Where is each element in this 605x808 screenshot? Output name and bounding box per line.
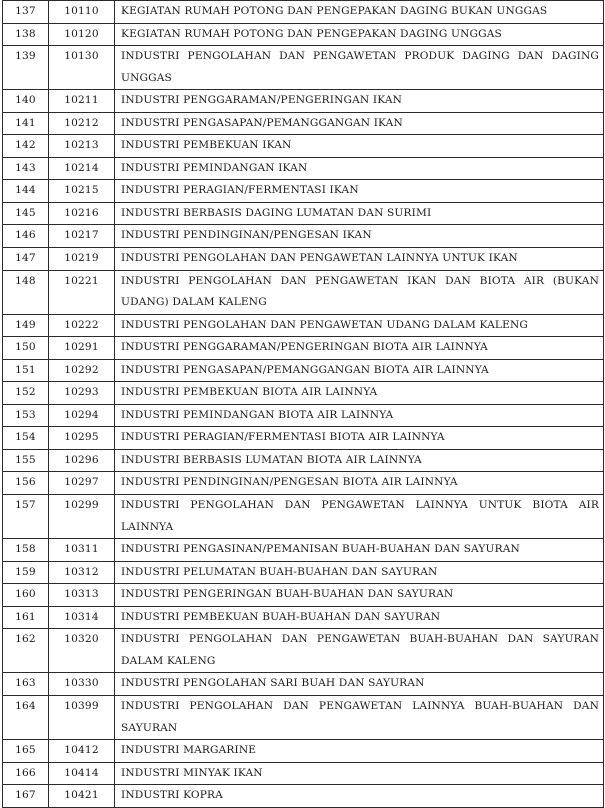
industry-description: INDUSTRI PENDINGINAN/PENGESAN IKAN bbox=[115, 225, 604, 248]
table-row bbox=[3, 1, 604, 24]
table-body bbox=[3, 1, 604, 808]
industry-description: INDUSTRI PELUMATAN BUAH-BUAHAN DAN SAYURAN bbox=[115, 561, 604, 584]
row-number: 140 bbox=[3, 90, 49, 113]
table-row bbox=[3, 495, 604, 539]
industry-description: INDUSTRI PENGOLAHAN DAN PENGAWETAN LAINNYA UNTUK IKAN bbox=[115, 248, 604, 271]
table-row bbox=[3, 404, 604, 427]
kbli-code: 10312 bbox=[49, 561, 115, 584]
kbli-code: 10219 bbox=[49, 248, 115, 271]
table-row bbox=[3, 584, 604, 607]
kbli-code: 10213 bbox=[49, 135, 115, 158]
industry-description: INDUSTRI PERAGIAN/FERMENTASI BIOTA AIR LAINNYA bbox=[115, 427, 604, 450]
industry-description: INDUSTRI MARGARINE bbox=[115, 740, 604, 763]
kbli-code: 10421 bbox=[49, 785, 115, 808]
industry-description: INDUSTRI PENGOLAHAN DAN PENGAWETAN LAINNYA BUAH-BUAHAN DAN SAYURAN bbox=[115, 695, 604, 739]
kbli-code: 10294 bbox=[49, 404, 115, 427]
table-row bbox=[3, 46, 604, 90]
row-number: 141 bbox=[3, 112, 49, 135]
row-number: 137 bbox=[3, 1, 49, 24]
row-number: 150 bbox=[3, 337, 49, 360]
kbli-code: 10222 bbox=[49, 314, 115, 337]
row-number: 152 bbox=[3, 382, 49, 405]
industry-description: INDUSTRI PENGASINAN/PEMANISAN BUAH-BUAHAN DAN SAYURAN bbox=[115, 539, 604, 562]
kbli-code: 10215 bbox=[49, 180, 115, 203]
row-number: 167 bbox=[3, 785, 49, 808]
row-number: 166 bbox=[3, 762, 49, 785]
row-number: 156 bbox=[3, 472, 49, 495]
table-row bbox=[3, 359, 604, 382]
industry-description: INDUSTRI KOPRA bbox=[115, 785, 604, 808]
row-number: 139 bbox=[3, 46, 49, 90]
table-row bbox=[3, 157, 604, 180]
kbli-code: 10130 bbox=[49, 46, 115, 90]
kbli-code: 10320 bbox=[49, 629, 115, 673]
kbli-code: 10311 bbox=[49, 539, 115, 562]
row-number: 158 bbox=[3, 539, 49, 562]
kbli-code: 10295 bbox=[49, 427, 115, 450]
industry-description: INDUSTRI PENGGARAMAN/PENGERINGAN IKAN bbox=[115, 90, 604, 113]
table-row bbox=[3, 314, 604, 337]
industry-description: INDUSTRI PERAGIAN/FERMENTASI IKAN bbox=[115, 180, 604, 203]
kbli-code: 10313 bbox=[49, 584, 115, 607]
kbli-code: 10299 bbox=[49, 495, 115, 539]
table-row bbox=[3, 382, 604, 405]
kbli-code: 10330 bbox=[49, 673, 115, 696]
industry-description: INDUSTRI PENGOLAHAN DAN PENGAWETAN UDANG DALAM KALENG bbox=[115, 314, 604, 337]
table-row bbox=[3, 472, 604, 495]
row-number: 164 bbox=[3, 695, 49, 739]
industry-description: INDUSTRI PENGASAPAN/PEMANGGANGAN BIOTA AIR LAINNYA bbox=[115, 359, 604, 382]
row-number: 155 bbox=[3, 449, 49, 472]
table-row bbox=[3, 23, 604, 46]
table-row bbox=[3, 629, 604, 673]
table-row bbox=[3, 449, 604, 472]
kbli-code: 10221 bbox=[49, 270, 115, 314]
row-number: 147 bbox=[3, 248, 49, 271]
industry-description: INDUSTRI PENGOLAHAN SARI BUAH DAN SAYURAN bbox=[115, 673, 604, 696]
table-row bbox=[3, 561, 604, 584]
kbli-code: 10211 bbox=[49, 90, 115, 113]
industry-description: KEGIATAN RUMAH POTONG DAN PENGEPAKAN DAGING BUKAN UNGGAS bbox=[115, 1, 604, 24]
kbli-code: 10296 bbox=[49, 449, 115, 472]
row-number: 154 bbox=[3, 427, 49, 450]
industry-description: INDUSTRI PENGASAPAN/PEMANGGANGAN IKAN bbox=[115, 112, 604, 135]
row-number: 145 bbox=[3, 202, 49, 225]
row-number: 138 bbox=[3, 23, 49, 46]
kbli-table bbox=[2, 0, 604, 808]
row-number: 165 bbox=[3, 740, 49, 763]
row-number: 160 bbox=[3, 584, 49, 607]
kbli-code: 10314 bbox=[49, 606, 115, 629]
kbli-code: 10216 bbox=[49, 202, 115, 225]
row-number: 161 bbox=[3, 606, 49, 629]
industry-description: INDUSTRI PENGGARAMAN/PENGERINGAN BIOTA AIR LAINNYA bbox=[115, 337, 604, 360]
table-row bbox=[3, 337, 604, 360]
table-row bbox=[3, 90, 604, 113]
industry-description: INDUSTRI BERBASIS LUMATAN BIOTA AIR LAINNYA bbox=[115, 449, 604, 472]
table-row bbox=[3, 202, 604, 225]
row-number: 148 bbox=[3, 270, 49, 314]
row-number: 144 bbox=[3, 180, 49, 203]
industry-description: INDUSTRI PEMBEKUAN BUAH-BUAHAN DAN SAYURAN bbox=[115, 606, 604, 629]
kbli-code: 10291 bbox=[49, 337, 115, 360]
industry-description: INDUSTRI PENGOLAHAN DAN PENGAWETAN BUAH-BUAHAN DAN SAYURAN DALAM KALENG bbox=[115, 629, 604, 673]
table-row bbox=[3, 673, 604, 696]
kbli-code: 10120 bbox=[49, 23, 115, 46]
table-row bbox=[3, 135, 604, 158]
kbli-code: 10412 bbox=[49, 740, 115, 763]
table-row bbox=[3, 762, 604, 785]
industry-description: INDUSTRI PEMINDANGAN IKAN bbox=[115, 157, 604, 180]
industry-description: KEGIATAN RUMAH POTONG DAN PENGEPAKAN DAGING UNGGAS bbox=[115, 23, 604, 46]
kbli-code: 10297 bbox=[49, 472, 115, 495]
kbli-code: 10217 bbox=[49, 225, 115, 248]
row-number: 163 bbox=[3, 673, 49, 696]
table-row bbox=[3, 785, 604, 808]
table-row bbox=[3, 695, 604, 739]
industry-description: INDUSTRI PENDINGINAN/PENGESAN BIOTA AIR LAINNYA bbox=[115, 472, 604, 495]
industry-description: INDUSTRI MINYAK IKAN bbox=[115, 762, 604, 785]
industry-description: INDUSTRI PEMBEKUAN IKAN bbox=[115, 135, 604, 158]
table-row bbox=[3, 112, 604, 135]
row-number: 143 bbox=[3, 157, 49, 180]
industry-description: INDUSTRI PENGERINGAN BUAH-BUAHAN DAN SAYURAN bbox=[115, 584, 604, 607]
industry-description: INDUSTRI PEMINDANGAN BIOTA AIR LAINNYA bbox=[115, 404, 604, 427]
kbli-code: 10292 bbox=[49, 359, 115, 382]
row-number: 153 bbox=[3, 404, 49, 427]
industry-description: INDUSTRI BERBASIS DAGING LUMATAN DAN SURIMI bbox=[115, 202, 604, 225]
table-row bbox=[3, 270, 604, 314]
row-number: 151 bbox=[3, 359, 49, 382]
kbli-code: 10212 bbox=[49, 112, 115, 135]
row-number: 162 bbox=[3, 629, 49, 673]
table-row bbox=[3, 180, 604, 203]
table-row bbox=[3, 740, 604, 763]
table-row bbox=[3, 606, 604, 629]
kbli-code: 10214 bbox=[49, 157, 115, 180]
industry-description: INDUSTRI PENGOLAHAN DAN PENGAWETAN PRODUK DAGING DAN DAGING UNGGAS bbox=[115, 46, 604, 90]
kbli-code: 10293 bbox=[49, 382, 115, 405]
row-number: 146 bbox=[3, 225, 49, 248]
industry-description: INDUSTRI PEMBEKUAN BIOTA AIR LAINNYA bbox=[115, 382, 604, 405]
table-row bbox=[3, 427, 604, 450]
kbli-code: 10399 bbox=[49, 695, 115, 739]
row-number: 142 bbox=[3, 135, 49, 158]
kbli-code: 10110 bbox=[49, 1, 115, 24]
industry-description: INDUSTRI PENGOLAHAN DAN PENGAWETAN IKAN DAN BIOTA AIR (BUKAN UDANG) DALAM KALENG bbox=[115, 270, 604, 314]
table-row bbox=[3, 539, 604, 562]
row-number: 159 bbox=[3, 561, 49, 584]
row-number: 157 bbox=[3, 495, 49, 539]
industry-description: INDUSTRI PENGOLAHAN DAN PENGAWETAN LAINNYA UNTUK BIOTA AIR LAINNYA bbox=[115, 495, 604, 539]
table-row bbox=[3, 225, 604, 248]
row-number: 149 bbox=[3, 314, 49, 337]
kbli-code: 10414 bbox=[49, 762, 115, 785]
table-row bbox=[3, 248, 604, 271]
